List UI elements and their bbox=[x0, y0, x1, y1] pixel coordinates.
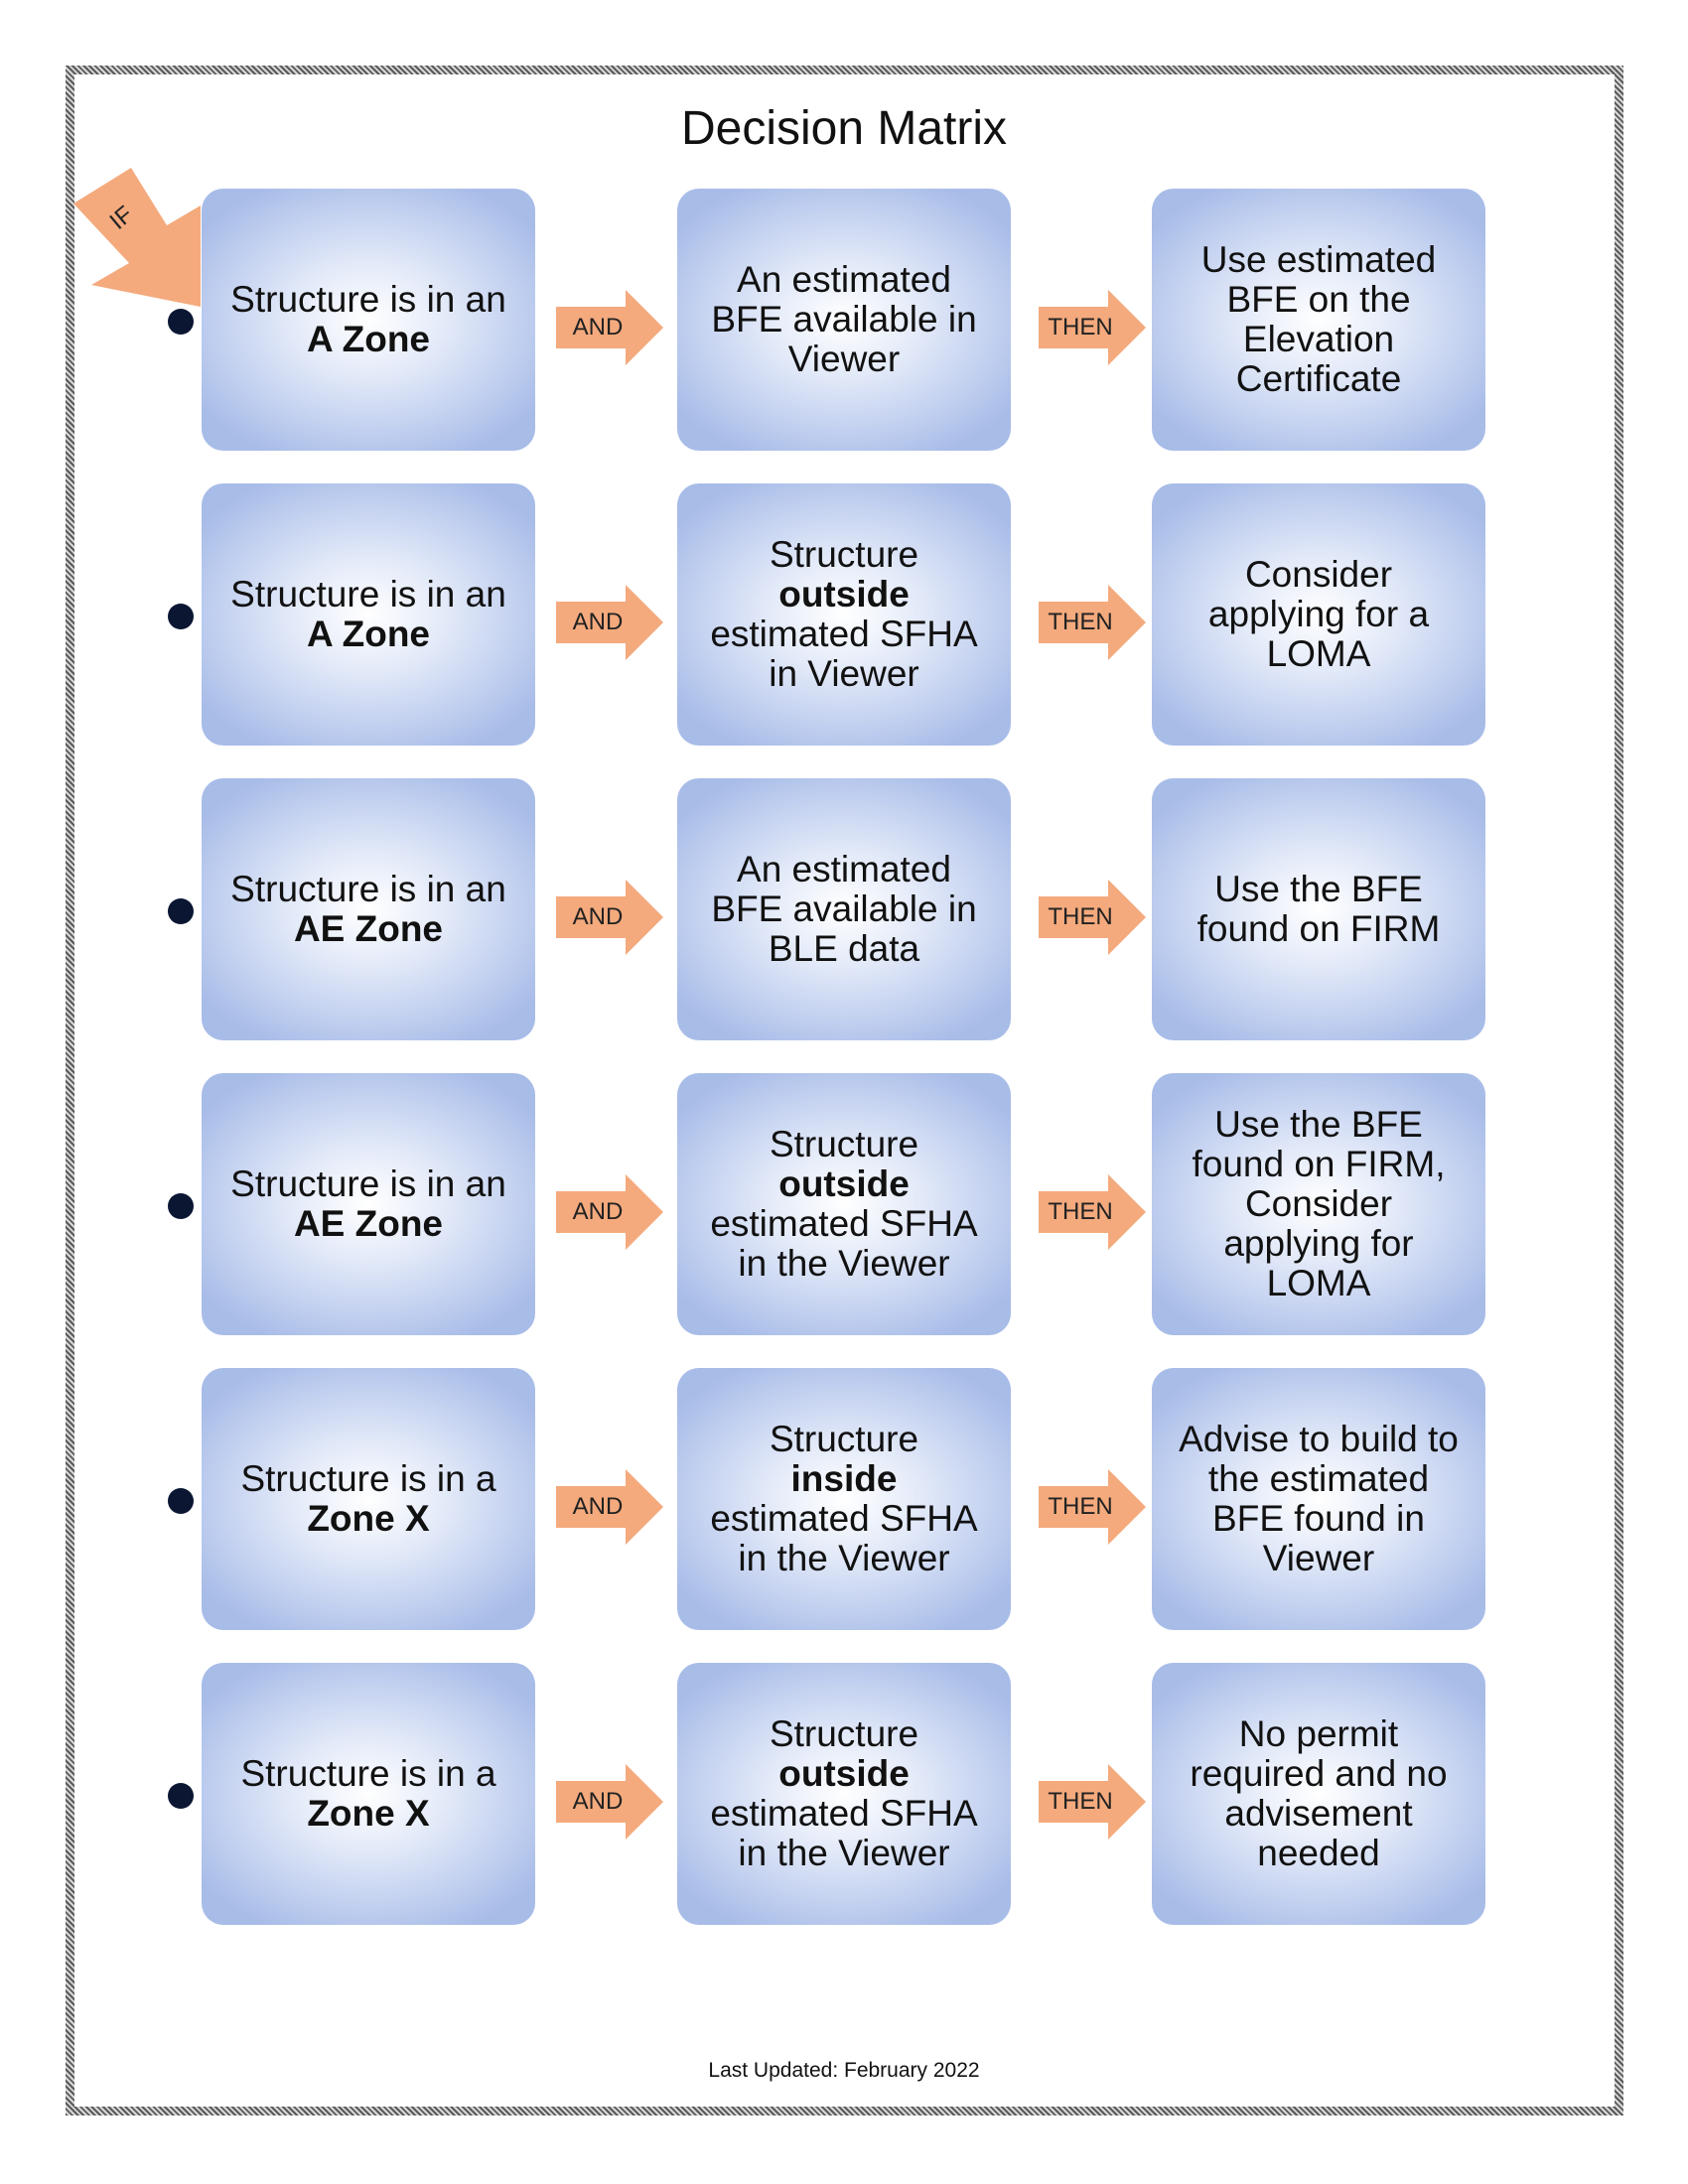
then-arrow-label: THEN bbox=[1048, 1493, 1113, 1520]
result-text: Advise to build to the estimated BFE found in Viewer bbox=[1179, 1419, 1459, 1578]
condition-box bbox=[202, 483, 535, 746]
and-arrow bbox=[556, 1174, 665, 1250]
and-arrow-label: AND bbox=[572, 314, 624, 341]
then-arrow-label: THEN bbox=[1048, 1198, 1113, 1225]
then-arrow bbox=[1039, 585, 1148, 660]
and-arrow-label: AND bbox=[572, 1788, 624, 1815]
result-box bbox=[1152, 1368, 1485, 1630]
last-updated: Last Updated: February 2022 bbox=[708, 2059, 980, 2082]
page-title: Decision Matrix bbox=[680, 102, 1008, 155]
condition-text-main: Structure is in a bbox=[240, 1753, 496, 1794]
criteria-text bbox=[697, 535, 991, 694]
result-text: No permit required and no advisement needed bbox=[1190, 1713, 1448, 1873]
criteria-text bbox=[697, 260, 991, 379]
decision-row bbox=[0, 483, 1688, 746]
condition-zone: Zone X bbox=[307, 1793, 430, 1834]
and-arrow bbox=[556, 1469, 665, 1545]
criteria-box bbox=[677, 189, 1011, 451]
condition-zone: A Zone bbox=[306, 614, 430, 654]
condition-text-main: Structure is in an bbox=[230, 574, 506, 614]
condition-text-main: Structure is in an bbox=[230, 1163, 506, 1204]
condition-text bbox=[230, 1164, 506, 1244]
criteria-emphasis: inside bbox=[790, 1458, 898, 1499]
and-arrow-label: AND bbox=[572, 1198, 624, 1225]
criteria-emphasis: outside bbox=[778, 1163, 910, 1204]
condition-text bbox=[230, 870, 506, 949]
and-arrow-label: AND bbox=[572, 609, 624, 635]
and-arrow bbox=[556, 1764, 665, 1840]
if-label: IF bbox=[104, 201, 139, 235]
criteria-box bbox=[677, 1073, 1011, 1335]
condition-text bbox=[240, 1459, 495, 1539]
criteria-text-main: An estimated BFE available in Viewer bbox=[711, 259, 977, 379]
and-arrow bbox=[556, 880, 665, 955]
criteria-box bbox=[677, 483, 1011, 746]
decision-row bbox=[0, 1368, 1688, 1630]
condition-box bbox=[202, 1073, 535, 1335]
criteria-box bbox=[677, 778, 1011, 1040]
criteria-text-main: Structure bbox=[769, 1713, 919, 1754]
condition-text-main: Structure is in an bbox=[230, 869, 506, 909]
criteria-emphasis: outside bbox=[778, 574, 910, 614]
and-arrow bbox=[556, 290, 665, 365]
result-box bbox=[1152, 1663, 1485, 1925]
criteria-text-rest: estimated SFHA in the Viewer bbox=[710, 1203, 978, 1284]
condition-box bbox=[202, 1663, 535, 1925]
criteria-text bbox=[697, 1420, 991, 1578]
and-arrow-label: AND bbox=[572, 1493, 624, 1520]
criteria-text-main: Structure bbox=[769, 534, 919, 575]
then-arrow bbox=[1039, 1764, 1148, 1840]
then-arrow-label: THEN bbox=[1048, 609, 1113, 635]
bullet-icon bbox=[168, 604, 194, 629]
bullet-icon bbox=[168, 1783, 194, 1809]
bullet-icon bbox=[168, 1193, 194, 1219]
criteria-text-rest: estimated SFHA in the Viewer bbox=[710, 1793, 978, 1873]
then-arrow bbox=[1039, 290, 1148, 365]
result-box bbox=[1152, 1073, 1485, 1335]
result-box bbox=[1152, 189, 1485, 451]
decision-row bbox=[0, 1663, 1688, 1925]
and-arrow bbox=[556, 585, 665, 660]
result-box bbox=[1152, 483, 1485, 746]
decision-row bbox=[0, 189, 1688, 451]
result-box bbox=[1152, 778, 1485, 1040]
bullet-icon bbox=[168, 1488, 194, 1514]
condition-box bbox=[202, 1368, 535, 1630]
criteria-text bbox=[697, 1125, 991, 1284]
criteria-text bbox=[697, 850, 991, 969]
condition-text-main: Structure is in a bbox=[240, 1458, 496, 1499]
criteria-box bbox=[677, 1368, 1011, 1630]
then-arrow bbox=[1039, 1469, 1148, 1545]
condition-zone: A Zone bbox=[306, 319, 430, 359]
criteria-box bbox=[677, 1663, 1011, 1925]
criteria-emphasis: outside bbox=[778, 1753, 910, 1794]
bullet-icon bbox=[168, 898, 194, 924]
criteria-text-rest: estimated SFHA in the Viewer bbox=[710, 1498, 978, 1578]
criteria-text-main: Structure bbox=[769, 1124, 919, 1164]
criteria-text-main: An estimated BFE available in BLE data bbox=[711, 849, 977, 969]
then-arrow bbox=[1039, 880, 1148, 955]
condition-box bbox=[202, 189, 535, 451]
result-text: Use the BFE found on FIRM, Consider applying for LOMA bbox=[1192, 1104, 1446, 1303]
and-arrow-label: AND bbox=[572, 903, 624, 930]
criteria-text bbox=[697, 1714, 991, 1873]
result-text: Consider applying for a LOMA bbox=[1207, 554, 1430, 674]
condition-text-main: Structure is in an bbox=[230, 279, 506, 320]
condition-zone: Zone X bbox=[307, 1498, 430, 1539]
condition-text bbox=[230, 575, 506, 654]
result-text: Use the BFE found on FIRM bbox=[1196, 869, 1441, 949]
condition-zone: AE Zone bbox=[293, 1203, 444, 1244]
condition-text bbox=[240, 1754, 495, 1834]
decision-row bbox=[0, 1073, 1688, 1335]
criteria-text-main: Structure bbox=[769, 1419, 919, 1459]
then-arrow-label: THEN bbox=[1048, 1788, 1113, 1815]
condition-box bbox=[202, 778, 535, 1040]
criteria-text-rest: estimated SFHA in Viewer bbox=[710, 614, 978, 694]
result-text: Use estimated BFE on the Elevation Certificate bbox=[1200, 239, 1437, 399]
then-arrow bbox=[1039, 1174, 1148, 1250]
then-arrow-label: THEN bbox=[1048, 314, 1113, 341]
then-arrow-label: THEN bbox=[1048, 903, 1113, 930]
condition-text bbox=[230, 280, 506, 359]
condition-zone: AE Zone bbox=[293, 908, 444, 949]
decision-row bbox=[0, 778, 1688, 1040]
bullet-icon bbox=[168, 309, 194, 335]
